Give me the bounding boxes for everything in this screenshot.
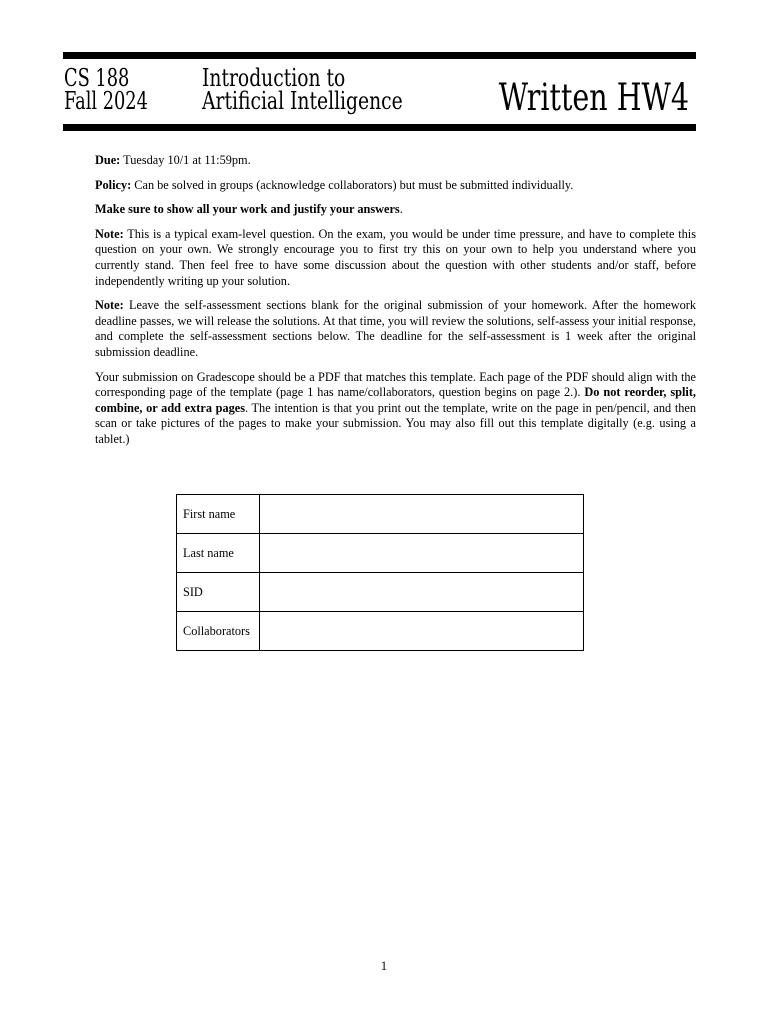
show-work-paragraph	[95, 202, 696, 218]
header-top-rule	[63, 52, 696, 59]
sid-field[interactable]	[259, 573, 583, 612]
instructions	[95, 153, 696, 457]
note1-text: This is a typical exam-level question. On the exam, you would be under time pressure, and have to complete this question on your own. We strongly encourage you to first try this on your own to help you understand where you currently stand. Then feel free to have some discussion about the question with other students and/or staff, before independently writing up your solution.	[95, 226, 696, 288]
collaborators-field[interactable]	[259, 612, 583, 651]
header-bottom-rule	[63, 124, 696, 131]
table-row	[177, 495, 584, 534]
policy-paragraph	[95, 178, 696, 194]
due-label: Due:	[95, 153, 121, 167]
policy-label: Policy:	[95, 177, 132, 192]
first-name-label: First name	[177, 495, 260, 534]
due-text: Tuesday 10/1 at 11:59pm.	[123, 153, 251, 167]
submission-paragraph	[95, 370, 696, 448]
table-row	[177, 573, 584, 612]
last-name-field[interactable]	[259, 534, 583, 573]
course-code: CS 188	[64, 64, 130, 92]
course-title-line2: Artificial Intelligence	[202, 87, 403, 115]
note1-paragraph	[95, 227, 696, 289]
first-name-field[interactable]	[259, 495, 583, 534]
due-paragraph	[95, 153, 696, 169]
assignment-title: Written HW4	[498, 76, 689, 119]
note2-paragraph	[95, 298, 696, 360]
course-title-line1: Introduction to	[202, 64, 346, 92]
note2-label: Note:	[95, 298, 124, 313]
student-info-table	[176, 494, 584, 651]
note2-text: Leave the self-assessment sections blank for the original submission of your homework. After the homework deadline passes, we will release the solutions. At that time, you will review the solutions, self-assess your initial response, and complete the self-assessment sections below. The deadline for the self-assessment is 1 week after the original submission deadline.	[95, 298, 696, 359]
submission-text-1: Your submission on Gradescope should be a PDF that matches this template. Each page of the PDF should align with the corresponding page of the template (page 1 has name/collaborators, question begins on page 2.).	[95, 369, 696, 400]
show-work-period: .	[399, 202, 403, 217]
table-row	[177, 534, 584, 573]
last-name-label: Last name	[177, 534, 260, 573]
collaborators-label: Collaborators	[177, 612, 260, 651]
show-work-text: Make sure to show all your work and justify your answers	[95, 202, 400, 217]
page-number: 1	[380, 959, 388, 973]
submission-text-2: . The intention is that you print out the template, write on the page in pen/pencil, and then scan or take pictures of the pages to make your submission. You may also fill out this template digitally (e.g. using a tablet.)	[95, 400, 696, 446]
sid-label: SID	[177, 573, 260, 612]
note1-label: Note:	[95, 226, 124, 241]
table-row	[177, 612, 584, 651]
submission-bold: Do not reorder, split, combine, or add extra pages	[95, 385, 697, 415]
course-term: Fall 2024	[64, 87, 148, 115]
policy-text: Can be solved in groups (acknowledge collaborators) but must be submitted individually.	[134, 177, 574, 192]
